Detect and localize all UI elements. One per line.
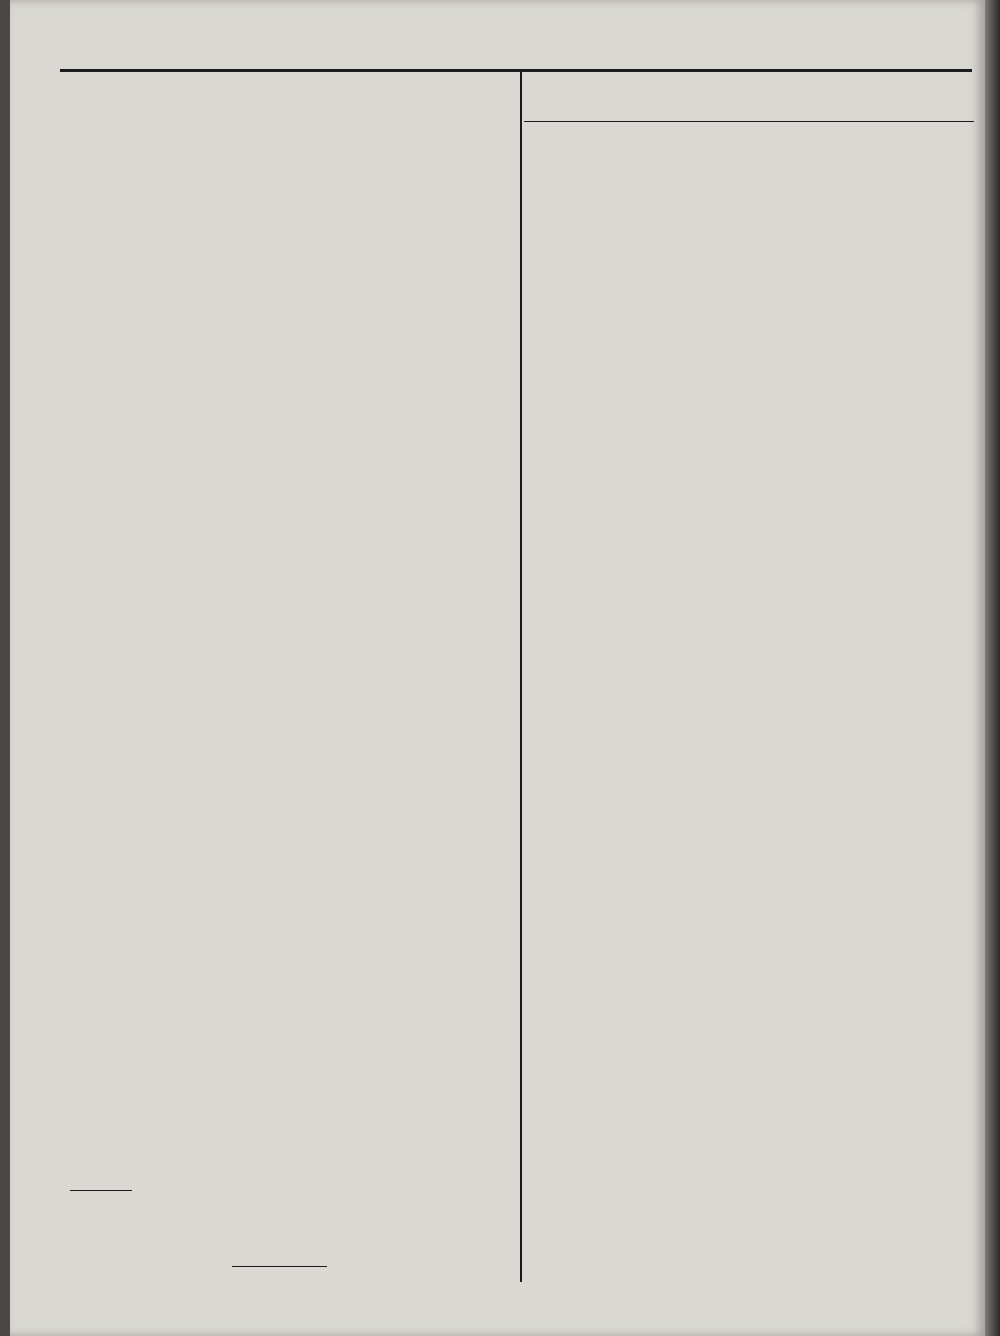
scan-edge (985, 0, 1000, 1336)
newspaper-page (10, 0, 985, 1336)
table-divider (524, 121, 974, 122)
table-unit-row (524, 97, 974, 117)
right-column (524, 73, 974, 1283)
table-header-row (524, 77, 974, 97)
composition-table (524, 77, 974, 122)
header-rule (60, 69, 972, 72)
left-column (62, 73, 517, 1263)
column-separator (520, 72, 522, 1282)
footnote-rule (70, 1190, 132, 1191)
end-rule (232, 1266, 327, 1267)
page-header (88, 38, 968, 64)
